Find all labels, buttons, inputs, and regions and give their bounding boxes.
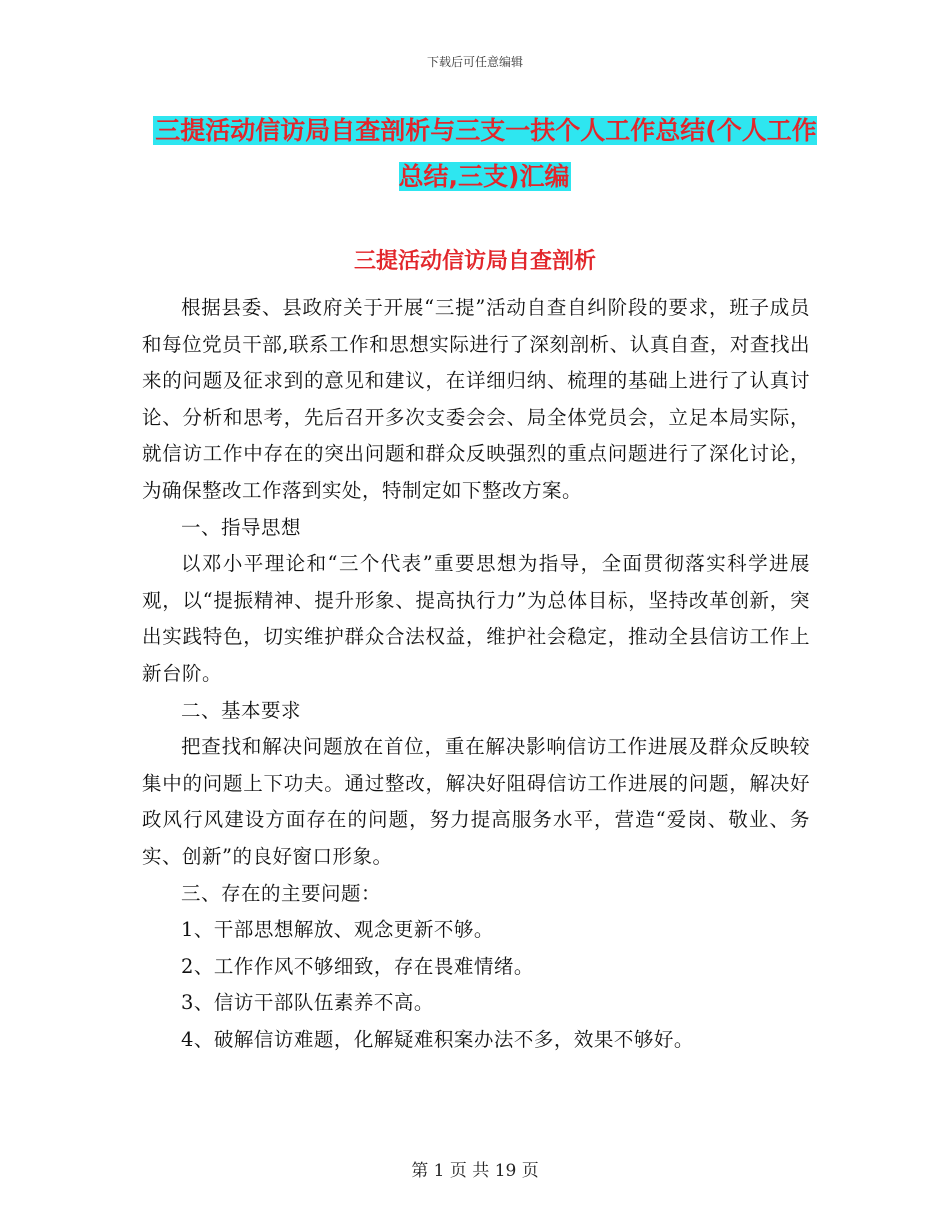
list-item: 1、干部思想解放、观念更新不够。 xyxy=(181,918,494,942)
page-header: 下载后可任意编辑 xyxy=(426,55,523,69)
heading-guiding-ideology: 一、指导思想 xyxy=(181,515,302,539)
list-item: 3、信访干部队伍素养不高。 xyxy=(181,991,434,1015)
section-title: 三提活动信访局自查剖析 xyxy=(353,249,596,274)
page-footer: 第 1 页 共 19 页 xyxy=(411,1161,539,1181)
paragraph: 把查找和解决问题放在首位，重在解决影响信访工作进展及群众反映较集中的问题上下功夫。通过整改，解决好阻碍信访工作进展的问题，解决好政风行风建设方面存在的问题，努力提高服务水平，营造“爱岗、敬业、务实、创新”的良好窗口形象。 xyxy=(142,735,810,868)
document-body xyxy=(142,290,810,1058)
paragraph: 以邓小平理论和“三个代表”重要思想为指导，全面贯彻落实科学进展观，以“提振精神、提升形象、提高执行力”为总体目标，坚持改革创新，突出实践特色，切实维护群众合法权益，维护社会稳定，推动全县信访工作上新台阶。 xyxy=(142,552,810,685)
list-item: 2、工作作风不够细致，存在畏难情绪。 xyxy=(181,954,534,978)
paragraph: 根据县委、县政府关于开展“三提”活动自查自纠阶段的要求，班子成员和每位党员干部,联系工作和思想实际进行了深刻剖析、认真自查，对查找出来的问题及征求到的意见和建议，在详细归纳、梳理的基础上进行了认真讨论、分析和思考，先后召开多次支委会会、局全体党员会，立足本局实际，就信访工作中存在的突出问题和群众反映强烈的重点问题进行了深化讨论，为确保整改工作落到实处，特制定如下整改方案。 xyxy=(142,296,810,502)
heading-basic-requirements: 二、基本要求 xyxy=(181,698,302,722)
heading-main-problems: 三、存在的主要问题： xyxy=(181,881,382,905)
document-title-text: 三提活动信访局自查剖析与三支一扶个人工作总结(个人工作总结,三支)汇编 xyxy=(155,116,817,191)
document-title xyxy=(150,108,820,200)
list-item: 4、破解信访难题，化解疑难积案办法不多，效果不够好。 xyxy=(181,1027,694,1051)
